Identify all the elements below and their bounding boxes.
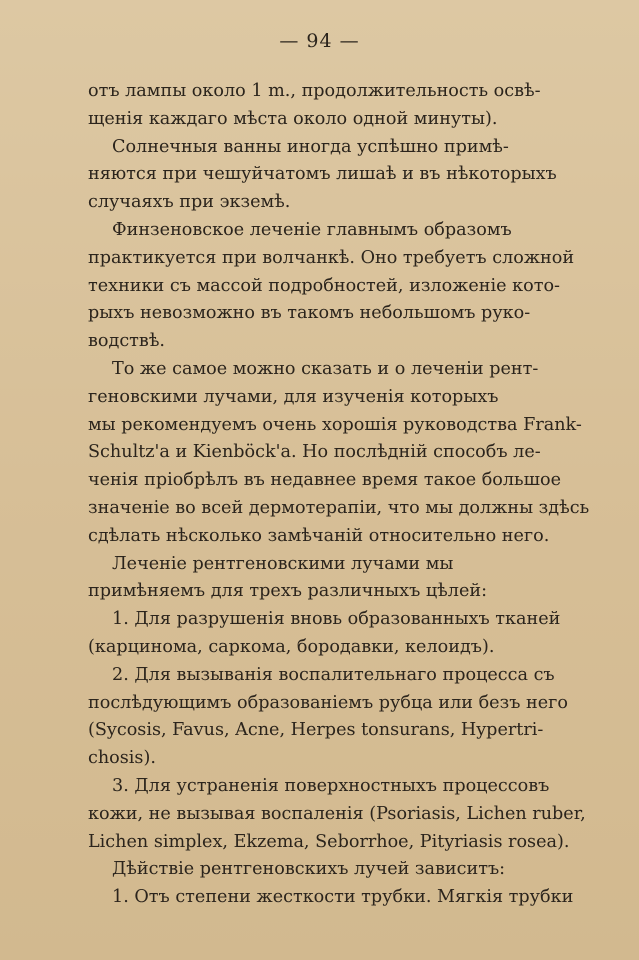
- text-line: Lichen simplex, Ekzema, Seborrhoe, Pityriasis rosea).: [88, 831, 570, 852]
- page-number: — 94 —: [279, 30, 360, 52]
- text-line: щенія каждаго мѣста около одной минуты).: [88, 108, 498, 129]
- text-line: Schultz'a и Kienböck'a. Но послѣдній способъ ле-: [88, 442, 541, 463]
- text-line: Леченіе рентгеновскими лучами мы: [112, 553, 454, 574]
- text-line: То же самое можно сказать и о леченіи рент-: [112, 358, 539, 379]
- text-line: значеніе во всей дермотерапіи, что мы должны здѣсь: [88, 497, 590, 518]
- text-line: сдѣлать нѣсколько замѣчаній относительно него.: [88, 525, 550, 546]
- text-line: (Sycosis, Favus, Acne, Herpes tonsurans, Hypertri-: [88, 720, 544, 741]
- text-line: практикуется при волчанкѣ. Оно требуетъ сложной: [88, 247, 575, 268]
- text-line: Дѣйствіе рентгеновскихъ лучей зависитъ:: [112, 859, 506, 880]
- text-line: няются при чешуйчатомъ лишаѣ и въ нѣкоторыхъ: [88, 164, 557, 185]
- text-line: 2. Для вызыванія воспалительнаго процесса съ: [112, 664, 555, 685]
- text-line: мы рекомендуемъ очень хорошія руководства Frank-: [88, 414, 582, 435]
- text-line: (карцинома, саркома, бородавки, келоидъ).: [88, 636, 495, 657]
- text-line: chosis).: [88, 748, 156, 769]
- text-line: кожи, не вызывая воспаленія (Psoriasis, Lichen ruber,: [88, 803, 586, 824]
- text-line: техники съ массой подробностей, изложеніе кото-: [88, 275, 560, 296]
- text-line: Финзеновское леченіе главнымъ образомъ: [112, 219, 512, 240]
- text-line: примѣняемъ для трехъ различныхъ цѣлей:: [88, 581, 488, 602]
- body-text: [88, 78, 608, 912]
- text-line: Солнечныя ванны иногда успѣшно примѣ-: [112, 136, 509, 157]
- text-line: рыхъ невозможно въ такомъ небольшомъ руко-: [88, 303, 531, 324]
- text-line: 3. Для устраненія поверхностныхъ процессовъ: [112, 775, 550, 796]
- text-line: геновскими лучами, для изученія которыхъ: [88, 386, 499, 407]
- text-line: случаяхъ при экземѣ.: [88, 192, 291, 213]
- text-line: 1. Для разрушенія вновь образованныхъ тканей: [112, 609, 561, 630]
- text-line: водствѣ.: [88, 331, 166, 352]
- text-line: послѣдующимъ образованіемъ рубца или безъ него: [88, 692, 568, 713]
- text-line: отъ лампы около 1 m., продолжительность освѣ-: [88, 81, 541, 101]
- text-line: 1. Отъ степени жесткости трубки. Мягкія трубки: [112, 887, 574, 908]
- text-line: ченія пріобрѣлъ въ недавнее время такое большое: [88, 470, 561, 491]
